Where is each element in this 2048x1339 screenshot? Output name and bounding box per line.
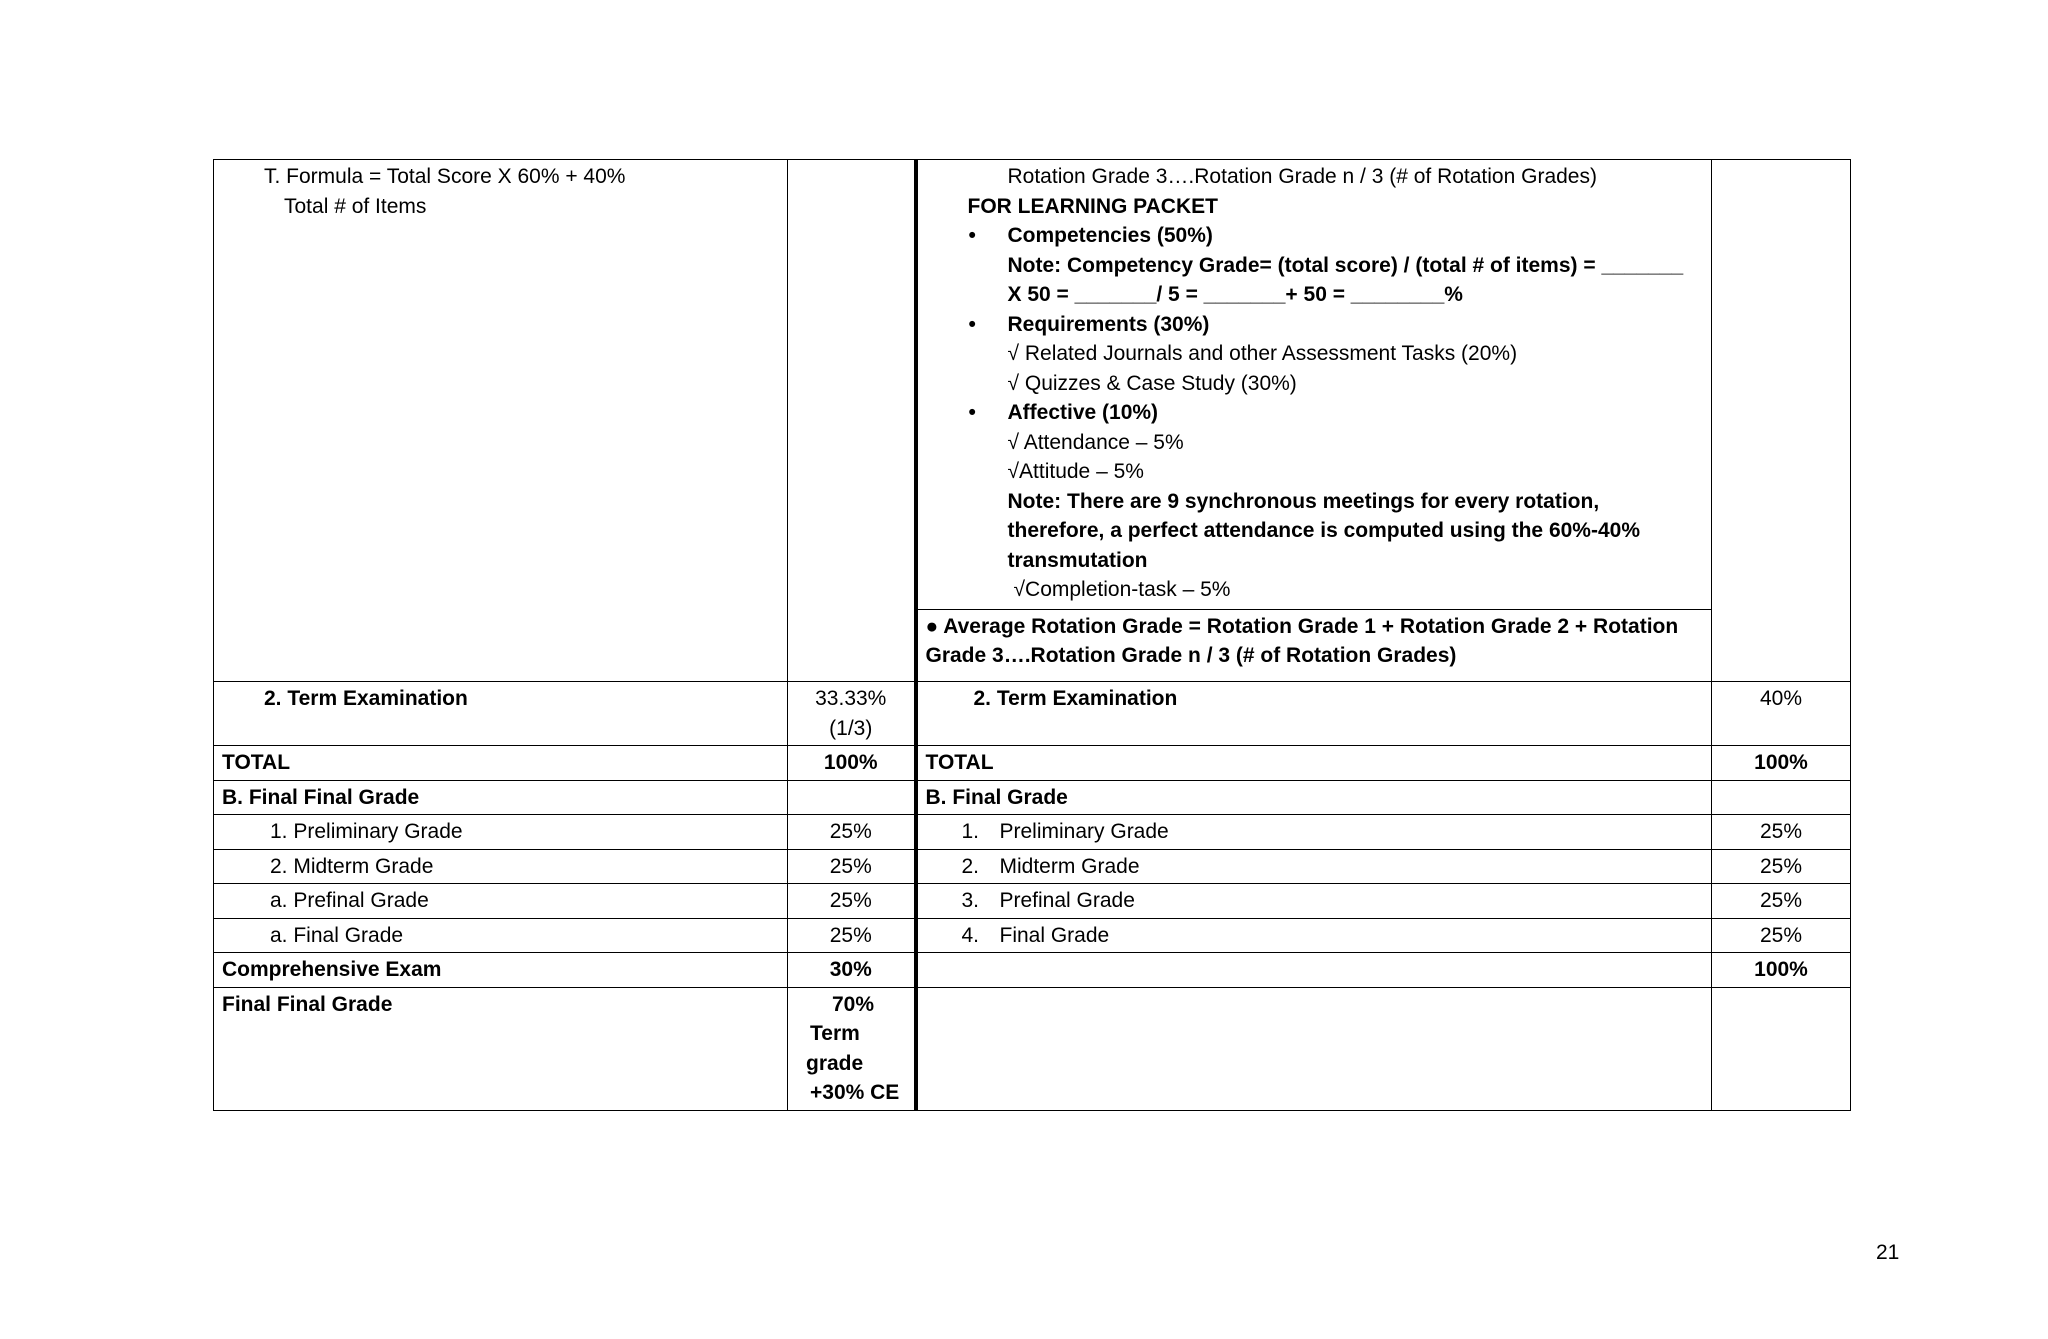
term-exam-text: 2. Term Examination bbox=[264, 687, 468, 710]
table-row bbox=[214, 746, 1851, 781]
item-number: 4. bbox=[961, 923, 980, 947]
empty-cell bbox=[916, 953, 1712, 988]
empty-cell bbox=[1712, 780, 1851, 815]
average-rotation-grade bbox=[918, 609, 1712, 671]
learning-packet-heading: FOR LEARNING PACKET bbox=[967, 194, 1218, 218]
bullet-icon: • bbox=[968, 401, 976, 424]
final-final-grade-label: Final Final Grade bbox=[214, 987, 788, 1110]
grade-item-text: Prefinal Grade bbox=[999, 889, 1135, 912]
item-number: 2. bbox=[961, 854, 980, 878]
requirement-item: √ Related Journals and other Assessment Tasks (20%) bbox=[1007, 342, 1518, 365]
affective-item: √Attitude – 5% bbox=[1007, 460, 1144, 483]
term-exam-weight: 40% bbox=[1712, 682, 1851, 746]
competency-note: Note: Competency Grade= (total score) / (total # of items) = _______ bbox=[1007, 253, 1684, 277]
requirements-label: Requirements (30%) bbox=[1007, 312, 1210, 336]
bullet-icon: • bbox=[968, 224, 976, 247]
final-grade-heading: B. Final Grade bbox=[916, 780, 1712, 815]
affective-item: √ Attendance – 5% bbox=[1007, 430, 1184, 454]
grade-item-value: 25% bbox=[788, 884, 916, 919]
formula-cell bbox=[214, 160, 788, 682]
page-number: 21 bbox=[1876, 1241, 1900, 1264]
grade-item-label bbox=[916, 884, 1712, 919]
attendance-note: Note: There are 9 synchronous meetings for every rotation, bbox=[1007, 489, 1600, 513]
grade-item-value: 25% bbox=[1712, 918, 1851, 953]
table-row bbox=[214, 815, 1851, 850]
grade-item-text: a. Prefinal Grade bbox=[270, 889, 429, 912]
competency-formula: X 50 = _______/ 5 = _______+ 50 = ________% bbox=[1007, 283, 1463, 306]
grade-item-value: 25% bbox=[1712, 884, 1851, 919]
item-number: 3. bbox=[961, 889, 980, 912]
grade-item-text: Preliminary Grade bbox=[999, 820, 1169, 843]
table-row bbox=[214, 849, 1851, 884]
formula-text: T. Formula = Total Score X 60% + 40% bbox=[264, 165, 626, 188]
total-value: 100% bbox=[788, 746, 916, 781]
grade-item-label bbox=[916, 815, 1712, 850]
formula-line: 70% bbox=[832, 992, 875, 1016]
attendance-note: transmutation bbox=[1007, 548, 1148, 572]
final-grade-heading: B. Final Final Grade bbox=[214, 780, 788, 815]
formula-line: Term bbox=[810, 1022, 860, 1045]
affective-label: Affective (10%) bbox=[1007, 401, 1159, 424]
table-row bbox=[214, 160, 1851, 682]
empty-cell bbox=[788, 160, 916, 682]
table-row bbox=[214, 987, 1851, 1110]
grade-item-label bbox=[214, 918, 788, 953]
term-exam-text: 2. Term Examination bbox=[973, 687, 1178, 710]
empty-cell bbox=[1712, 987, 1851, 1110]
grade-item-label bbox=[916, 849, 1712, 884]
attendance-note: therefore, a perfect attendance is computed using the 60%-40% bbox=[1007, 519, 1641, 542]
term-exam-weight bbox=[788, 682, 916, 746]
grade-item-label bbox=[916, 918, 1712, 953]
competencies-label: Competencies (50%) bbox=[1007, 224, 1213, 247]
rotation-grade-line: Rotation Grade 3….Rotation Grade n / 3 (# of Rotation Grades) bbox=[1007, 165, 1597, 188]
table-row bbox=[214, 780, 1851, 815]
item-number: 1. bbox=[961, 820, 980, 843]
sum-value: 100% bbox=[1712, 953, 1851, 988]
grade-item-text: Midterm Grade bbox=[999, 854, 1140, 878]
total-label: TOTAL bbox=[916, 746, 1712, 781]
grade-item-label bbox=[214, 849, 788, 884]
grade-item-value: 25% bbox=[1712, 815, 1851, 850]
learning-packet-cell bbox=[916, 160, 1712, 682]
weight-value: 33.33% bbox=[815, 687, 887, 710]
grade-item-label bbox=[214, 815, 788, 850]
grade-item-value: 25% bbox=[788, 815, 916, 850]
term-exam-label bbox=[916, 682, 1712, 746]
bullet-icon: • bbox=[968, 312, 976, 336]
grade-item-value: 25% bbox=[1712, 849, 1851, 884]
requirement-item: √ Quizzes & Case Study (30%) bbox=[1007, 371, 1297, 395]
total-value: 100% bbox=[1712, 746, 1851, 781]
grading-table bbox=[213, 159, 1851, 1111]
empty-cell bbox=[916, 987, 1712, 1110]
grade-item-text: 2. Midterm Grade bbox=[270, 854, 434, 878]
grade-item-text: a. Final Grade bbox=[270, 923, 404, 947]
affective-item: √Completion-task – 5% bbox=[1013, 578, 1231, 601]
empty-cell bbox=[1712, 160, 1851, 682]
final-final-grade-formula bbox=[788, 987, 916, 1110]
grade-item-text: 1. Preliminary Grade bbox=[270, 820, 463, 843]
table-row bbox=[214, 884, 1851, 919]
list-item bbox=[926, 398, 1704, 428]
comprehensive-exam-label: Comprehensive Exam bbox=[214, 953, 788, 988]
grade-item-label bbox=[214, 884, 788, 919]
weight-fraction: (1/3) bbox=[829, 716, 873, 740]
formula-denominator: Total # of Items bbox=[284, 194, 427, 218]
comprehensive-exam-value: 30% bbox=[788, 953, 916, 988]
list-item bbox=[926, 310, 1704, 340]
list-item bbox=[926, 221, 1704, 251]
term-exam-label bbox=[214, 682, 788, 746]
average-formula: ● Average Rotation Grade = Rotation Grade 1 + Rotation Grade 2 + Rotation bbox=[925, 614, 1679, 638]
average-formula: Grade 3….Rotation Grade n / 3 (# of Rotation Grades) bbox=[925, 644, 1457, 667]
formula-line: +30% CE bbox=[810, 1081, 900, 1104]
formula-line: grade bbox=[806, 1051, 864, 1075]
table-row bbox=[214, 682, 1851, 746]
table-row bbox=[214, 918, 1851, 953]
total-label: TOTAL bbox=[214, 746, 788, 781]
table-row bbox=[214, 953, 1851, 988]
empty-cell bbox=[788, 780, 916, 815]
grade-item-value: 25% bbox=[788, 918, 916, 953]
grade-item-value: 25% bbox=[788, 849, 916, 884]
grade-item-text: Final Grade bbox=[999, 923, 1110, 947]
